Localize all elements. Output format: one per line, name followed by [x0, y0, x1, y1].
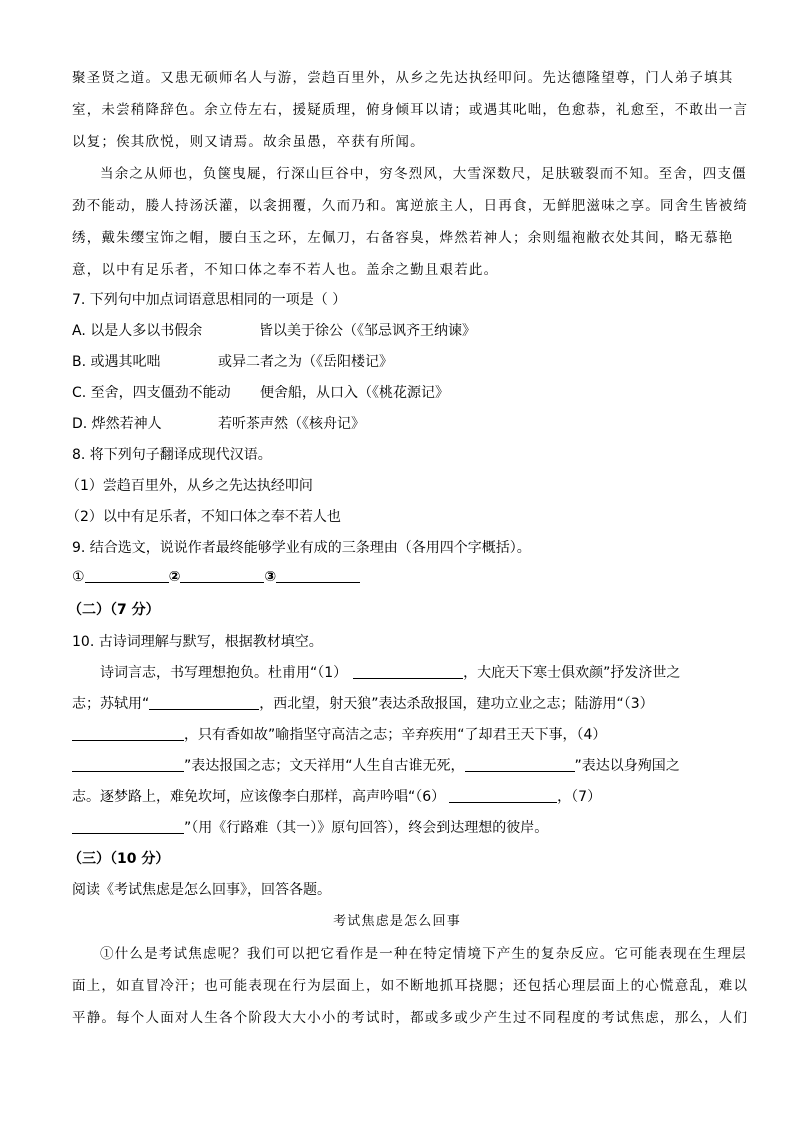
reading-line: 面上，如直冒冷汗；也可能表现在行为层面上，如不断地抓耳挠腮；还包括心理层面上的心慌意乱，难以	[72, 978, 749, 994]
fill-blank-1[interactable]	[353, 664, 463, 679]
section-3-heading: （三）（10 分）	[68, 851, 170, 867]
q10-text: 诗词言志，书写理想抱负。杜甫用“（1）	[100, 665, 348, 681]
reading-intro: 阅读《考试焦虑是怎么回事》，回答各题。	[72, 882, 331, 898]
q10-text: ，西北望，射天狼”表达杀敌报国，建功立业之志；陆游用“（3）	[259, 696, 654, 712]
fill-blank-7[interactable]	[72, 819, 184, 834]
q10-text: ”表达以身殉国之	[574, 758, 680, 774]
question-10-stem: 10. 古诗词理解与默写，根据教材填空。	[72, 634, 323, 650]
q7-option-a	[72, 320, 476, 340]
passage-line: 意，以中有足乐者，不知口体之奉不若人也。盖余之勤且艰若此。	[72, 262, 499, 278]
q10-line-2	[72, 693, 654, 713]
q10-text: ，（7）	[557, 789, 602, 805]
fill-blank-4[interactable]	[72, 757, 184, 772]
passage-line: 室，未尝稍降辞色。余立侍左右，援疑质理，俯身倾耳以请；或遇其叱咄，色愈恭，礼愈至，不敢出一言	[72, 102, 749, 118]
fill-blank-2[interactable]	[149, 695, 259, 710]
q10-line-6	[72, 817, 548, 837]
q10-text: ”表达报国之志；文天祥用“人生自古谁无死，	[184, 758, 465, 774]
option-text: B. 或遇其叱咄	[72, 354, 161, 370]
reading-line: 平静。每个人面对人生各个阶段大大小小的考试时，都或多或少产生过不同程度的考试焦虑，那么，人们	[72, 1010, 749, 1026]
q10-text: 志；苏轼用“	[72, 696, 150, 712]
passage-line: 劲不能动，媵人持汤沃灌，以衾拥覆，久而乃和。寓逆旅主人，日再食，无鲜肥滋味之享。同舍生皆被绮	[72, 198, 749, 214]
answer-mark-2: ②	[168, 569, 181, 585]
q10-text: ”（用《行路难（其一）》原句回答），终会到达理想的彼岸。	[184, 820, 549, 836]
q10-text: 志。逐梦路上，难免坎坷，应该像李白那样，高声吟唱“（6）	[72, 789, 446, 805]
q10-line-5	[72, 786, 601, 806]
answer-blank-1[interactable]	[85, 568, 169, 583]
reading-line: ①什么是考试焦虑呢？我们可以把它看作是一种在特定情境下产生的复杂反应。它可能表现在生理层	[100, 946, 747, 962]
answer-blank-2[interactable]	[180, 568, 264, 583]
q8-item-1: （1）尝趋百里外，从乡之先达执经叩问	[66, 478, 313, 494]
option-text: A. 以是人多以书假余	[72, 323, 203, 339]
passage-line: 当余之从师也，负箧曳屣，行深山巨谷中，穷冬烈风，大雪深数尺，足肤皲裂而不知。至舍，四支僵	[100, 166, 747, 182]
fill-blank-3[interactable]	[72, 726, 184, 741]
q8-item-2: （2）以中有足乐者，不知口体之奉不若人也	[66, 509, 341, 525]
q10-text: ，只有香如故”喻指坚守高洁之志；辛弃疾用“了却君王天下事，（4）	[184, 727, 607, 743]
section-2-heading: （二）（7 分）	[68, 602, 160, 618]
option-text: C. 至舍，四支僵劲不能动	[72, 385, 231, 401]
option-reference: 便舍船，从口入（《桃花源记》	[260, 385, 449, 401]
fill-blank-6[interactable]	[449, 788, 557, 803]
passage-line: 绣，戴朱缨宝饰之帽，腰白玉之环，左佩刀，右备容臭，烨然若神人；余则缊袍敝衣处其间，略无慕艳	[72, 230, 734, 246]
question-8-stem: 8. 将下列句子翻译成现代汉语。	[72, 447, 272, 463]
option-text: D. 烨然若神人	[72, 416, 162, 432]
passage-line: 以复；俟其欣悦，则又请焉。故余虽愚，卒获有所闻。	[72, 134, 425, 150]
passage-line: 聚圣贤之道。又患无硕师名人与游，尝趋百里外，从乡之先达执经叩问。先达德隆望尊，门人弟子填其	[72, 70, 734, 86]
q9-answer-row	[72, 568, 360, 585]
option-reference: 皆以美于徐公（《邹忌讽齐王纳谏》	[259, 323, 476, 339]
answer-mark-1: ①	[72, 569, 85, 585]
fill-blank-5[interactable]	[465, 757, 575, 772]
reading-title: 考试焦虑是怎么回事	[333, 914, 461, 929]
q7-option-c	[72, 382, 449, 402]
option-reference: 若听茶声然（《核舟记》	[218, 416, 365, 432]
q7-option-b	[72, 351, 393, 371]
q7-option-d	[72, 413, 365, 433]
q10-line-1	[100, 662, 680, 682]
question-9-stem: 9. 结合选文，说说作者最终能够学业有成的三条理由（各用四个字概括）。	[72, 540, 531, 556]
option-reference: 或异二者之为（《岳阳楼记》	[218, 354, 393, 370]
answer-mark-3: ③	[264, 569, 277, 585]
q10-text: ，大庇天下寒士俱欢颜”抒发济世之	[463, 665, 681, 681]
question-7-stem: 7. 下列句中加点词语意思相同的一项是（ ）	[72, 292, 347, 308]
q10-line-4	[72, 755, 680, 775]
answer-blank-3[interactable]	[276, 568, 360, 583]
q10-line-3	[72, 724, 606, 744]
